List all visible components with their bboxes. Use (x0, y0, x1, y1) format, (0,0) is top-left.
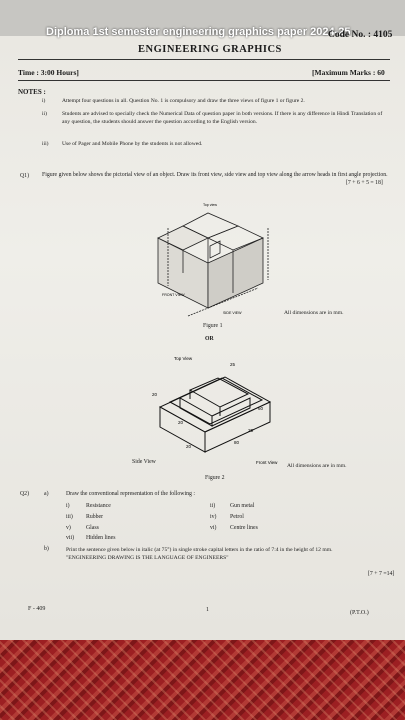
footer-code: F - 409 (28, 606, 46, 612)
item-text: Rubber (86, 514, 104, 520)
question-2-label: Q2) (20, 491, 30, 497)
note-text: Students are advised to specially check the Numerical Data of question paper in both versions. If there is any difference in Hindi Translation of any question, the students should answer the question according to the English version. (62, 111, 383, 125)
pto-label: (P.T.O.) (350, 610, 369, 616)
fig2-side-view-label: Side View (132, 459, 156, 465)
note-number: iii) (42, 141, 49, 147)
question-2b-sentence: "ENGINEERING DRAWING IS THE LANGUAGE OF ENGINEERS" (66, 555, 229, 561)
item-number: vii) (66, 535, 75, 541)
dim-label: 20 (152, 392, 158, 397)
figure-2-caption: Figure 2 (205, 475, 225, 481)
fig1-top-view-label: Top view (203, 203, 217, 207)
fig1-front-view-label: FRONT VIEW (162, 293, 185, 297)
item-number: vi) (210, 525, 217, 531)
notes-label: NOTES : (18, 88, 46, 96)
dim-label: 25 (230, 362, 236, 367)
question-2a-text: Draw the conventional representation of the following : (66, 491, 195, 497)
header-rule (18, 59, 390, 60)
time-label: Time : 3:00 Hours] (18, 68, 79, 77)
question-2-marks: [7 + 7 =14] (368, 571, 395, 577)
overlay-title: Diploma 1st semester engineering graphics paper 2024-25 (46, 26, 351, 38)
item-number: iii) (66, 514, 73, 520)
note-item (42, 110, 390, 126)
page-number: 1 (206, 607, 209, 613)
item-text: Glass (86, 525, 99, 531)
fig1-side-view-label: SIDE VIEW (223, 311, 242, 315)
note-item (42, 140, 390, 148)
question-1-marks: [7 + 6 + 5 = 18] (346, 180, 383, 186)
item-text: Centre lines (230, 525, 258, 531)
item-number: iv) (210, 514, 217, 520)
item-number: v) (66, 525, 71, 531)
dim-label: 60 (258, 406, 264, 411)
question-1-label: Q1) (20, 173, 30, 179)
table-surface (0, 640, 405, 720)
item-number: ii) (210, 503, 216, 509)
question-2b-instruction: Print the sentence given below in italic (at 75°) in single stroke capital letters in the ratio of 7:4 in the height of 12 mm. (66, 547, 333, 553)
fig2-front-view-label: Front View (256, 460, 278, 465)
max-marks-label: [Maximum Marks : 60 (312, 68, 385, 77)
figure-1-caption: Figure 1 (203, 323, 223, 329)
item-text: Petrol (230, 514, 244, 520)
question-2-part-a: a) (44, 491, 49, 497)
header-rule-2 (18, 80, 390, 81)
dim-label: 20 (186, 444, 192, 449)
note-number: i) (42, 98, 46, 104)
dim-label: 25 (248, 428, 254, 433)
figure-2-isometric (150, 352, 280, 472)
question-1-text: Figure given below shows the pictorial view of an object. Draw its front view, side view and top view along the arrow heads in first angle projection. (42, 172, 388, 178)
note-text: Use of Pager and Mobile Phone by the students is not allowed. (62, 141, 203, 147)
item-text: Hidden lines (86, 535, 116, 541)
fig2-top-view-label: Top View (174, 356, 193, 361)
or-label: OR (205, 336, 214, 342)
question-2b-text (66, 546, 396, 562)
paper-title: ENGINEERING GRAPHICS (138, 44, 282, 55)
note-text: Attempt four questions in all. Question No. 1 is compulsory and draw the three views of figure 1 or figure 2. (62, 98, 305, 104)
code-number: Code No. : 4105 (328, 30, 393, 40)
dimension-note-1: All dimensions are in mm. (284, 310, 344, 316)
dim-label: 80 (234, 440, 240, 445)
question-2-part-b: b) (44, 546, 49, 552)
item-text: Gun metal (230, 503, 255, 509)
dimension-note-2: All dimensions are in mm. (287, 463, 347, 469)
item-text: Resistance (86, 503, 111, 509)
figure-1-isometric (148, 198, 278, 318)
item-number: i) (66, 503, 70, 509)
note-number: ii) (42, 111, 47, 117)
dim-label: 20 (178, 420, 184, 425)
note-item (42, 97, 390, 105)
